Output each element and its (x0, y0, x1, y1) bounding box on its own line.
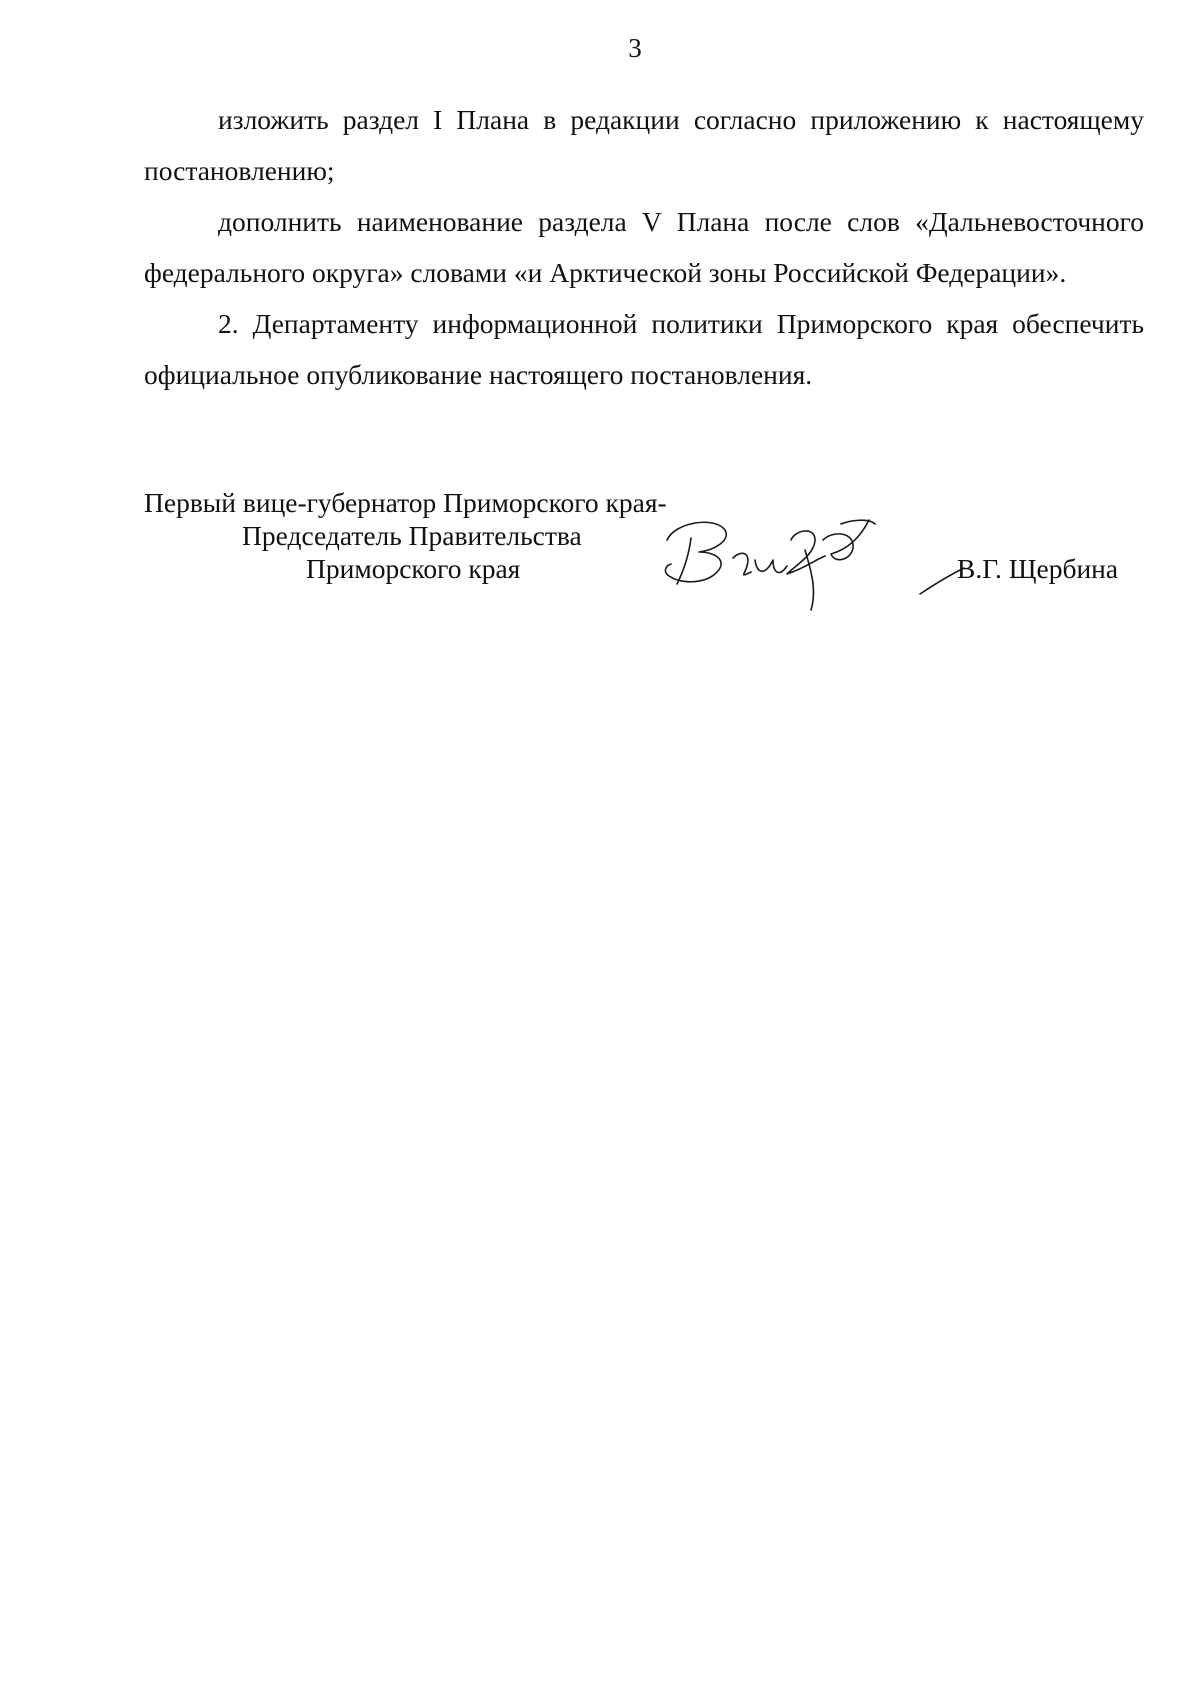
paragraph-section-one: изложить раздел I Плана в редакции согласно приложению к настоящему постановлению; (144, 104, 1144, 186)
signatory-position (144, 486, 667, 585)
paragraph-publication: 2. Департаменту информационной политики Приморского края обеспечить официальное опубликование настоящего постановления. (144, 308, 1144, 390)
handwritten-signature (655, 510, 895, 615)
signer-name: В.Г. Щербина (957, 553, 1119, 584)
position-line-1: Первый вице-губернатор Приморского края- (144, 487, 667, 518)
document-body (144, 94, 1144, 400)
page-number: 3 (628, 33, 642, 63)
position-line-2: Председатель Правительства (242, 520, 582, 551)
paragraph-section-five: дополнить наименование раздела V Плана после слов «Дальневосточного федерального округа» словами «и Арктической зоны Российской Федерации». (144, 206, 1144, 288)
position-line-3: Приморского края (306, 553, 521, 584)
